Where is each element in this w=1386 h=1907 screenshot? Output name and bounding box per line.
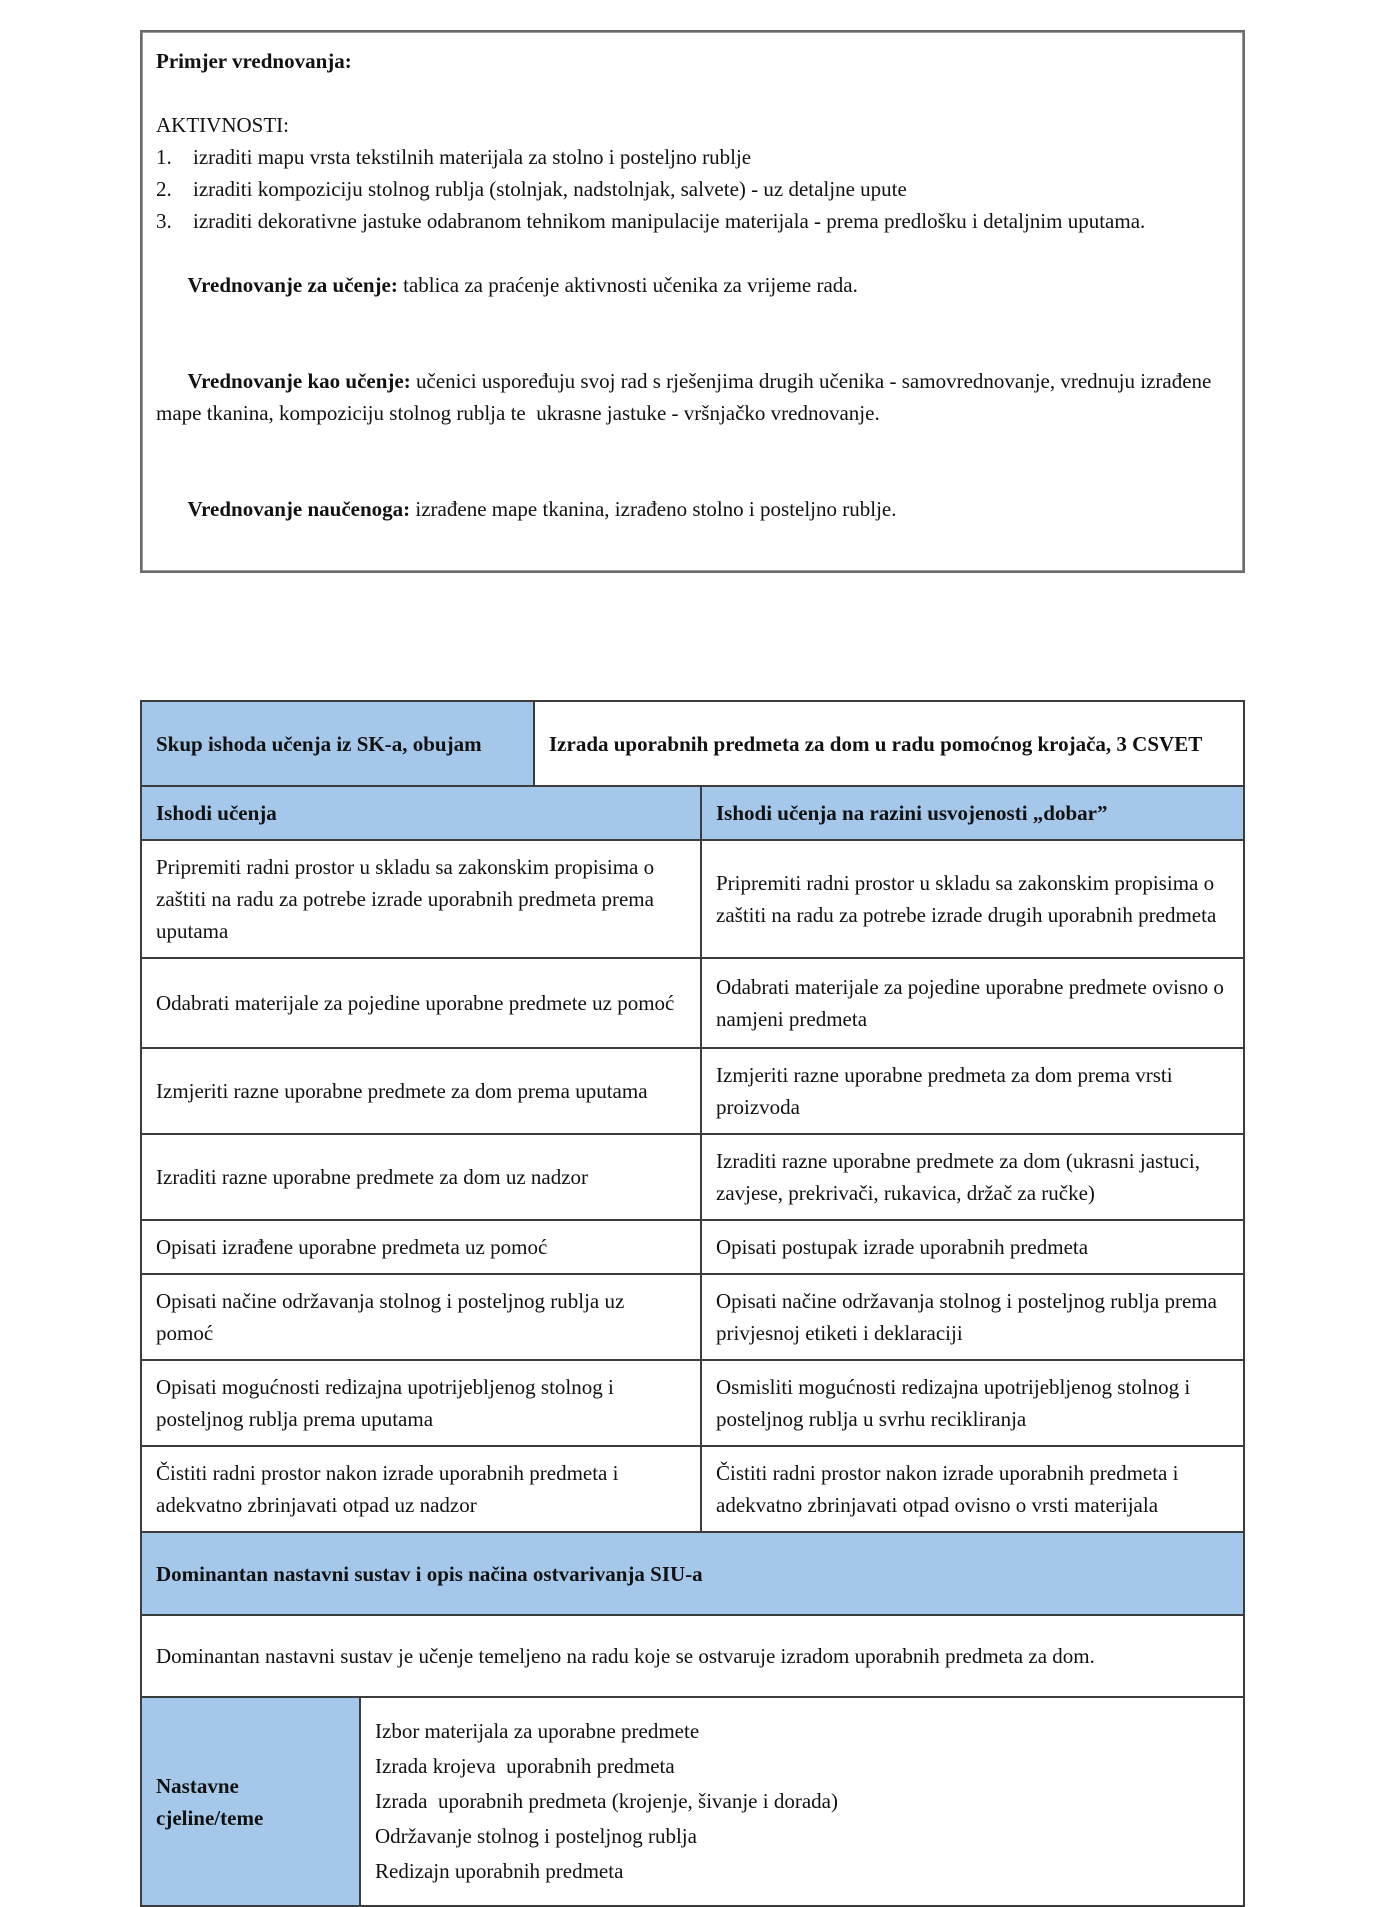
outcome-text: Opisati mogućnosti redizajna upotrijebljenog stolnog i posteljnog rublja prema uputama: [156, 1375, 614, 1431]
level-good-column-header: Ishodi učenja na razini usvojenosti „dobar”: [716, 801, 1108, 825]
outcome-cell: [142, 1049, 702, 1133]
level-good-text: Pripremiti radni prostor u skladu sa zakonskim propisima o zaštiti na radu za potrebe izrade drugih uporabnih predmeta: [716, 871, 1217, 927]
dominant-system-header: Dominantan nastavni sustav i opis načina ostvarivanja SIU-a: [156, 1561, 703, 1586]
outcome-cell: [142, 1135, 702, 1219]
evaluation-example-box: [140, 30, 1245, 573]
teaching-units-list: [375, 1714, 838, 1889]
note-assessment-of-learning: [156, 461, 1227, 557]
level-good-text: Opisati načine održavanja stolnog i posteljnog rublja prema privjesnoj etiketi i deklaraciji: [716, 1289, 1217, 1345]
level-good-cell: [702, 1275, 1243, 1359]
table-row: [142, 841, 1243, 959]
level-good-text: Odabrati materijale za pojedine uporabne predmete ovisno o namjeni predmeta: [716, 975, 1224, 1031]
outcome-set-value-cell: [535, 702, 1243, 785]
outcome-set-row: [142, 702, 1243, 787]
teaching-units-row: [142, 1698, 1243, 1905]
activity-text: izraditi kompoziciju stolnog rublja (stolnjak, nadstolnjak, salvete) - uz detaljne upute: [193, 177, 907, 201]
teaching-unit-item: Održavanje stolnog i posteljnog rublja: [375, 1824, 697, 1848]
note-assessment-for-learning: [156, 237, 1227, 333]
level-good-cell: [702, 1135, 1243, 1219]
table-row: [142, 1221, 1243, 1275]
outcomes-column-header-cell: [142, 787, 702, 839]
column-header-row: [142, 787, 1243, 841]
table-row: [142, 959, 1243, 1049]
level-good-column-header-cell: [702, 787, 1243, 839]
note-label: Vrednovanje naučenoga:: [187, 497, 411, 521]
level-good-cell: [702, 1447, 1243, 1531]
dominant-system-description-row: [142, 1616, 1243, 1698]
note-label: Vrednovanje kao učenje:: [187, 369, 411, 393]
teaching-unit-item: Redizajn uporabnih predmeta: [375, 1859, 624, 1883]
table-row: [142, 1361, 1243, 1447]
outcome-cell: [142, 1221, 702, 1273]
outcome-text: Pripremiti radni prostor u skladu sa zakonskim propisima o zaštiti na radu za potrebe izrade uporabnih predmeta prema uputama: [156, 855, 655, 943]
level-good-cell: [702, 1361, 1243, 1445]
dominant-system-header-cell: [142, 1533, 1243, 1614]
learning-outcomes-table: [140, 700, 1245, 1907]
activity-number: 3.: [156, 209, 172, 233]
outcome-set-value: Izrada uporabnih predmeta za dom u radu pomoćnog krojača, 3 CSVET: [549, 731, 1203, 756]
level-good-text: Čistiti radni prostor nakon izrade uporabnih predmeta i adekvatno zbrinjavati otpad ovisno o vrsti materijala: [716, 1461, 1179, 1517]
teaching-units-label-cell: [142, 1698, 361, 1905]
evaluation-box-title: Primjer vrednovanja:: [156, 49, 352, 73]
outcome-text: Izmjeriti razne uporabne predmete za dom prema uputama: [156, 1079, 648, 1103]
activity-number: 2.: [156, 177, 172, 201]
outcome-set-label: Skup ishoda učenja iz SK-a, obujam: [156, 731, 482, 756]
outcome-cell: [142, 1447, 702, 1531]
level-good-text: Osmisliti mogućnosti redizajna upotrijebljenog stolnog i posteljnog rublja u svrhu recikliranja: [716, 1375, 1191, 1431]
teaching-unit-item: Izrada uporabnih predmeta (krojenje, šivanje i dorada): [375, 1789, 838, 1813]
outcome-cell: [142, 959, 702, 1047]
activity-number: 1.: [156, 145, 172, 169]
outcome-text: Izraditi razne uporabne predmete za dom uz nadzor: [156, 1165, 589, 1189]
activity-text: izraditi dekorativne jastuke odabranom tehnikom manipulacije materijala - prema predlošku i detaljnim uputama.: [193, 209, 1146, 233]
outcome-text: Opisati načine održavanja stolnog i posteljnog rublja uz pomoć: [156, 1289, 625, 1345]
level-good-cell: [702, 1221, 1243, 1273]
outcomes-column-header: Ishodi učenja: [156, 801, 277, 825]
table-row: [142, 1275, 1243, 1361]
outcome-text: Čistiti radni prostor nakon izrade uporabnih predmeta i adekvatno zbrinjavati otpad uz nadzor: [156, 1461, 619, 1517]
note-label: Vrednovanje za učenje:: [187, 273, 398, 297]
outcome-cell: [142, 1361, 702, 1445]
outcome-cell: [142, 1275, 702, 1359]
activity-item: [156, 141, 1227, 173]
outcome-text: Odabrati materijale za pojedine uporabne predmete uz pomoć: [156, 991, 675, 1015]
level-good-text: Izmjeriti razne uporabne predmeta za dom prema vrsti proizvoda: [716, 1063, 1173, 1119]
note-assessment-as-learning: [156, 333, 1227, 461]
dominant-system-description-cell: [142, 1616, 1243, 1696]
level-good-cell: [702, 959, 1243, 1047]
outcome-text: Opisati izrađene uporabne predmeta uz pomoć: [156, 1235, 548, 1259]
activities-heading: AKTIVNOSTI:: [156, 113, 289, 137]
note-text: izrađene mape tkanina, izrađeno stolno i posteljno rublje.: [410, 497, 897, 521]
teaching-units-label: Nastavne cjeline/teme: [156, 1773, 264, 1830]
level-good-cell: [702, 1049, 1243, 1133]
activity-item: [156, 173, 1227, 205]
teaching-unit-item: Izrada krojeva uporabnih predmeta: [375, 1754, 675, 1778]
table-row: [142, 1135, 1243, 1221]
outcome-cell: [142, 841, 702, 957]
level-good-text: Izraditi razne uporabne predmete za dom (ukrasni jastuci, zavjese, prekrivači, rukavica, držač za ručke): [716, 1149, 1200, 1205]
activity-text: izraditi mapu vrsta tekstilnih materijala za stolno i posteljno rublje: [193, 145, 752, 169]
activity-item: [156, 205, 1227, 237]
dominant-system-description: Dominantan nastavni sustav je učenje temeljeno na radu koje se ostvaruje izradom uporabnih predmeta za dom.: [156, 1644, 1095, 1668]
table-row: [142, 1447, 1243, 1533]
teaching-unit-item: Izbor materijala za uporabne predmete: [375, 1719, 700, 1743]
note-text: učenici uspoređuju svoj rad s rješenjima drugih učenika - samovrednovanje, vrednuju izrađene mape tkanina, kompoziciju stolnog rublja te ukrasne jastuke - vršnjačko vrednovanje.: [156, 369, 1217, 425]
note-text: tablica za praćenje aktivnosti učenika za vrijeme rada.: [397, 273, 858, 297]
table-row: [142, 1049, 1243, 1135]
level-good-cell: [702, 841, 1243, 957]
teaching-units-list-cell: [361, 1698, 1243, 1905]
level-good-text: Opisati postupak izrade uporabnih predmeta: [716, 1235, 1089, 1259]
outcome-set-label-cell: [142, 702, 535, 785]
dominant-system-header-row: [142, 1533, 1243, 1616]
